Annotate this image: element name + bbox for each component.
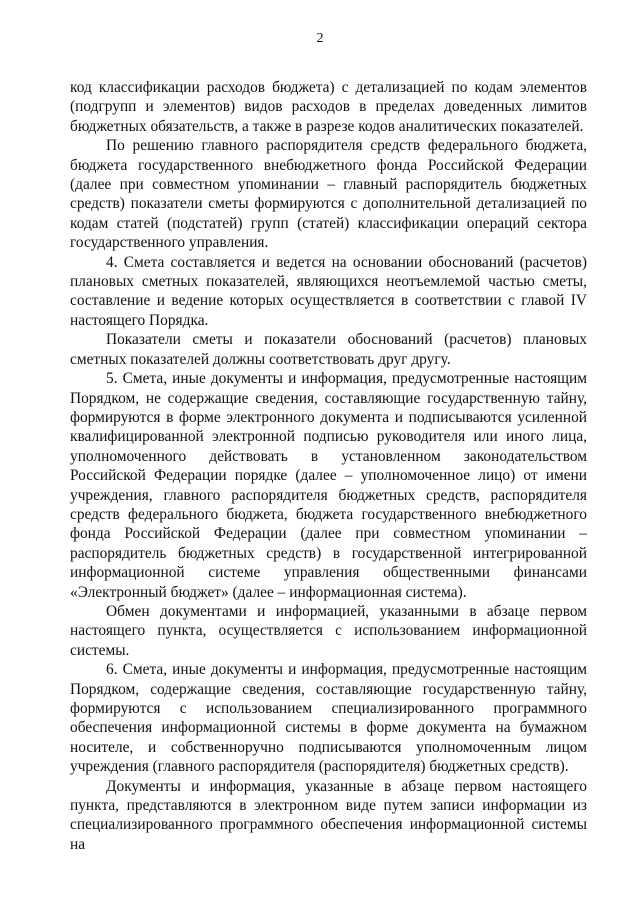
paragraph-item-6: 6. Смета, иные документы и информация, предусмотренные настоящим Порядком, содержащие сведения, составляющие государственную тайну, формируются с использованием специализированного программного обеспечения информационной системы в форме документа на бумажном носителе, и собственноручно подписываются уполномоченным лицом учреждения (главного распорядителя (распорядителя) бюджетных средств). bbox=[70, 661, 587, 776]
paragraph: По решению главного распорядителя средств федерального бюджета, бюджета государственного внебюджетного фонда Российской Федерации (далее при совместном упоминании – главный распорядитель бюджетных средств) показатели сметы формируются с дополнительной детализацией по кодам статей (подстатей) групп (статей) классификации операций сектора государственного управления. bbox=[70, 137, 587, 252]
paragraph-item-5: 5. Смета, иные документы и информация, предусмотренные настоящим Порядком, не содержащие сведения, составляющие государственную тайну, формируются в форме электронного документа и подписываются усиленной квалифицированной электронной подписью руководителя или иного лица, уполномоченного действовать в установленном законодательством Российской Федерации порядке (далее – уполномоченное лицо) от имени учреждения, главного распорядителя бюджетных средств, распорядителя средств федерального бюджета, бюджета государственного внебюджетного фонда Российской Федерации (далее при совместном упоминании – распорядитель бюджетных средств) в государственной интегрированной информационной системе управления общественными финансами «Электронный бюджет» (далее – информационная система). bbox=[70, 370, 587, 601]
paragraph: Документы и информация, указанные в абзаце первом настоящего пункта, представляются в электронном виде путем записи информации из специализированного программного обеспечения информационной системы на bbox=[70, 777, 587, 853]
paragraph-item-4: 4. Смета составляется и ведется на основании обоснований (расчетов) плановых сметных показателей, являющихся неотъемлемой частью сметы, составление и ведение которых осуществляется в соответствии с главой IV настоящего Порядка. bbox=[70, 253, 587, 329]
paragraph-continuation: код классификации расходов бюджета) с детализацией по кодам элементов (подгрупп и элементов) видов расходов в пределах доведенных лимитов бюджетных обязательств, а также в разрезе кодов аналитических показателей. bbox=[70, 79, 587, 135]
page-number: 2 bbox=[316, 31, 324, 46]
paragraph: Обмен документами и информацией, указанными в абзаце первом настоящего пункта, осуществляется с использованием информационной системы. bbox=[70, 602, 587, 659]
paragraph: Показатели сметы и показатели обоснований (расчетов) плановых сметных показателей должны соответствовать друг другу. bbox=[70, 331, 587, 368]
document-body bbox=[70, 78, 587, 854]
